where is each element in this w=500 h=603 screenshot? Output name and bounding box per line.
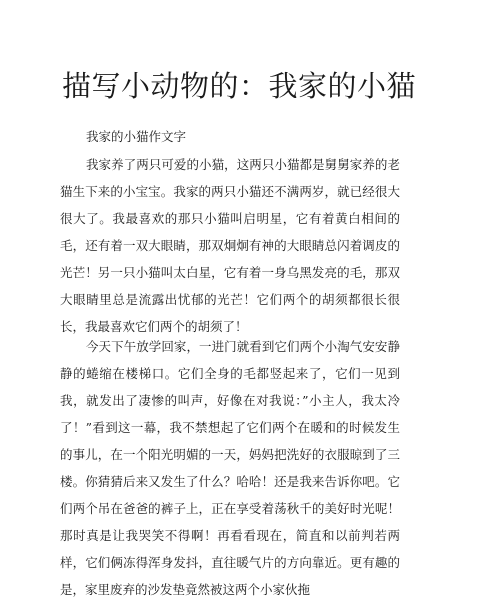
article-title: 描写小动物的：我家的小猫 [62, 69, 417, 103]
article-subtitle: 我家的小猫作文字 [86, 129, 187, 144]
paragraph-2: 今天下午放学回家，一进门就看到它们两个小淘气安安静静的蜷缩在楼梯口。它们全身的毛都竖起来了，它们一见到我，就发出了凄惨的叫声，好像在对我说：”小主人，我太冷了！”看到这一幕，我不禁想起了它们两个在暖和的时候发生的事儿，在一个阳光明媚的一天，妈妈把洗好的衣服晾到了三楼。你猜猜后来又发生了什么？哈哈！还是我来告诉你吧。它们两个吊在爸爸的裤子上，正在享受着荡秋千的美好时光呢！那时真是让我哭笑不得啊！再看看现在，简直和以前判若两样，它们俩冻得浑身发抖，直往暖气片的方向靠近。更有趣的是，家里废弃的沙发垫竟然被这两个小家伙拖 [60, 339, 400, 597]
paragraph-1: 我家养了两只可爱的小猫，这两只小猫都是舅舅家养的老猫生下来的小宝宝。我家的两只小猫还不满两岁，就已经很大很大了。我最喜欢的那只小猫叫启明星，它有着黄白相间的毛，还有着一双大眼睛，那双炯炯有神的大眼睛总闪着调皮的光芒！另一只小猫叫太白星，它有着一身乌黑发亮的毛，那双大眼睛里总是流露出忧郁的光芒！它们两个的胡须都很长很长，我最喜欢它们两个的胡须了！ [60, 157, 400, 334]
